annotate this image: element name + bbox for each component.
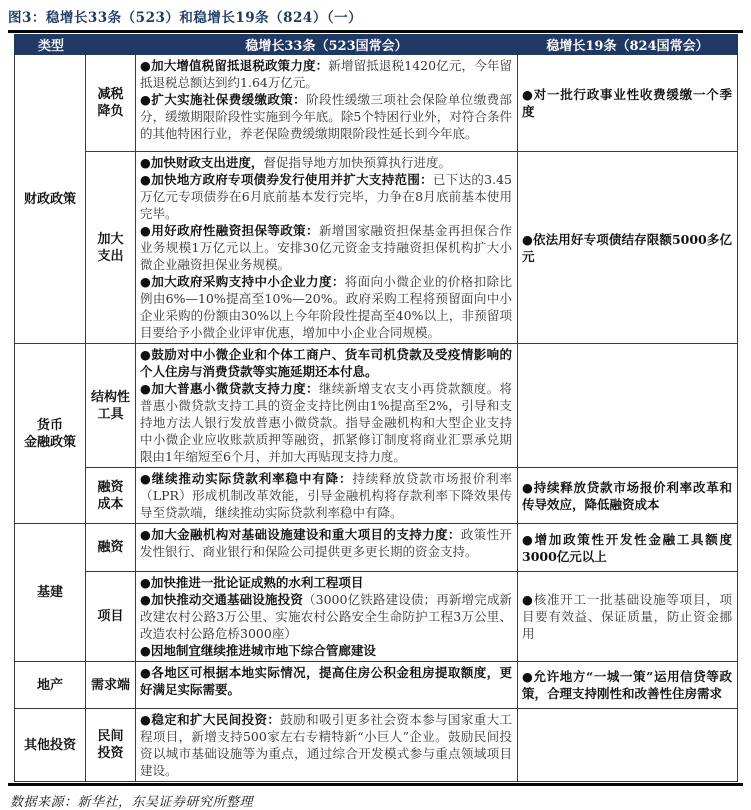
- policy-bullet: ●加大增值税留抵退税政策力度：新增留抵退税1420亿元，今年留抵退税总额达到约1.64万亿元。: [140, 58, 513, 90]
- policy-bullet: ●加大金融机构对基础设施建设和重大项目的支持力度：政策性开发性银行、商业银行和保险公司提供更多更长期的资金支持。: [140, 527, 512, 559]
- bottom-rule: [8, 783, 743, 786]
- policy-cell-523: [136, 524, 518, 572]
- policy-bullet: ●持续释放贷款市场报价利率改革和传导效应，降低融资成本: [522, 479, 733, 512]
- policy-cell-824: [518, 468, 738, 524]
- category-cell-infrastructure: 基建: [15, 524, 86, 662]
- policy-cell-824: [518, 524, 738, 572]
- subcategory-cell: 项目: [86, 572, 136, 662]
- policy-cell-824: [518, 662, 738, 709]
- policy-bullet: ●用好政府性融资担保等政策：新增国家融资担保基金再担保合作业务规模1万亿元以上。安排30亿元资金支持融资担保机构扩大小微企业融资担保业务规模。: [140, 223, 513, 272]
- policy-bullet: ●各地区可根据本地实际情况，提高住房公积金租房提取额度，更好满足实际需要。: [140, 665, 513, 697]
- policy-bullet: ●鼓励对中小微企业和个体工商户、货车司机贷款及受疫情影响的个人住房与消费贷款等实施延期还本付息。: [140, 347, 513, 379]
- policy-bullet: ●加大政府采购支持中小企业力度：将面向小微企业的价格扣除比例由6%—10%提高至10%—20%。政府采购工程将预留面向中小企业采购的份额由30%以上今年阶段性提高至40%以上，非预留项目要给予小微企业评审优惠，增加中小企业合同规模。: [140, 274, 513, 340]
- policy-bullet: ●增加政策性开发性金融工具额度3000亿元以上: [522, 531, 733, 564]
- policy-bullet: ●加快推动交通基础设施投资（3000亿铁路建设债；再新增完成新改建农村公路3万公里、实施农村公路安全生命防护工程3万公里、改造农村公路危桥3000座）: [140, 592, 513, 641]
- table-row: [15, 709, 738, 782]
- header-type: 类型: [15, 35, 136, 55]
- subcategory-cell: 需求端: [86, 662, 136, 709]
- policy-cell-824: [518, 55, 738, 152]
- policy-bullet: ●加快地方政府专项债券发行使用并扩大支持范围：已下达的3.45万亿元专项债券在6月底前基本发行完毕，力争在8月底前基本使用完毕。: [140, 172, 513, 221]
- subcategory-cell: 融资: [86, 524, 136, 572]
- figure-title: 图3：稳增长33条（523）和稳增长19条（824）（一）: [8, 10, 363, 26]
- policy-cell-523: [136, 344, 518, 468]
- category-cell-property: 地产: [15, 662, 86, 709]
- header-523: 稳增长33条（523国常会）: [136, 35, 518, 55]
- policy-table: [14, 34, 738, 782]
- policy-cell-824: [518, 344, 738, 468]
- subcategory-cell: 融资 成本: [86, 468, 136, 524]
- policy-bullet: ●核准开工一批基础设施等项目，项目要有效益、保证质量，防止资金挪用: [522, 592, 733, 641]
- table-row: [15, 662, 738, 709]
- policy-cell-523: [136, 662, 518, 709]
- policy-cell-824: [518, 572, 738, 662]
- policy-bullet: ●扩大实施社保费缓缴政策：阶段性缓缴三项社会保险单位缴费部分，缓缴期限阶段性实施到今年底。除5个特困行业外，对符合条件的其他特困行业，养老保险费缓缴期限阶段性延长到今年底。: [140, 92, 513, 141]
- header-824: 稳增长19条（824国常会）: [518, 35, 738, 55]
- top-rule: [8, 30, 743, 33]
- policy-bullet: ●加大普惠小微贷款支持力度：继续新增支农支小再贷款额度。将普惠小微贷款支持工具的资金支持比例由1%提高至2%，引导和支持地方法人银行发放普惠小微贷款。指导金融机构和大型企业支持中小微企业应收账款质押等融资，抓紧修订制度将商业汇票承兑期限由1年缩短至6个月，并加大再贴现支持力度。: [140, 381, 513, 464]
- data-source-note: 数据来源：新华社，东吴证券研究所整理: [10, 795, 254, 810]
- policy-cell-523: [136, 468, 518, 524]
- policy-bullet: ●允许地方“一城一策”运用信贷等政策，合理支持刚性和改善性住房需求: [522, 669, 733, 701]
- policy-cell-824: [518, 152, 738, 344]
- subcategory-cell: 加大 支出: [86, 152, 136, 344]
- policy-bullet: ●加快推进一批论证成熟的水利工程项目: [140, 575, 364, 590]
- policy-bullet: ●依法用好专项债结存限额5000多亿元: [522, 231, 733, 264]
- table-row: [15, 344, 738, 468]
- table-row: [15, 152, 738, 344]
- policy-bullet: ●加快财政支出进度，督促指导地方加快预算执行进度。: [140, 155, 451, 170]
- policy-cell-523: [136, 152, 518, 344]
- category-cell-other-investment: 其他投资: [15, 709, 86, 782]
- policy-cell-523: [136, 55, 518, 152]
- table-row: [15, 468, 738, 524]
- policy-bullet: ●因地制宜继续推进城市地下综合管廊建设: [140, 643, 376, 658]
- category-cell-monetary: 货币 金融政策: [15, 344, 86, 524]
- policy-bullet: ●稳定和扩大民间投资：鼓励和吸引更多社会资本参与国家重大工程项目，新增支持500家左右专精特新“小巨人”企业。鼓励民间投资以城市基础设施等为重点，通过综合开发模式参与重点领域项目建设。: [140, 712, 513, 778]
- policy-bullet: ●对一批行政事业性收费缓缴一个季度: [522, 87, 733, 119]
- policy-bullet: ●继续推动实际贷款利率稳中有降：持续释放贷款市场报价利率（LPR）形成机制改革效能，引导金融机构将存款利率下降效果传导至贷款端，继续推动实际贷款利率稳中有降。: [140, 471, 513, 520]
- category-cell-fiscal: 财政政策: [15, 55, 86, 344]
- subcategory-cell: 减税 降负: [86, 55, 136, 152]
- table-row: [15, 572, 738, 662]
- table-row: [15, 524, 738, 572]
- subcategory-cell: 结构性 工具: [86, 344, 136, 468]
- subcategory-cell: 民间 投资: [86, 709, 136, 782]
- policy-cell-824: [518, 709, 738, 782]
- header-row: [15, 35, 738, 55]
- policy-cell-523: [136, 572, 518, 662]
- table-row: [15, 55, 738, 152]
- policy-cell-523: [136, 709, 518, 782]
